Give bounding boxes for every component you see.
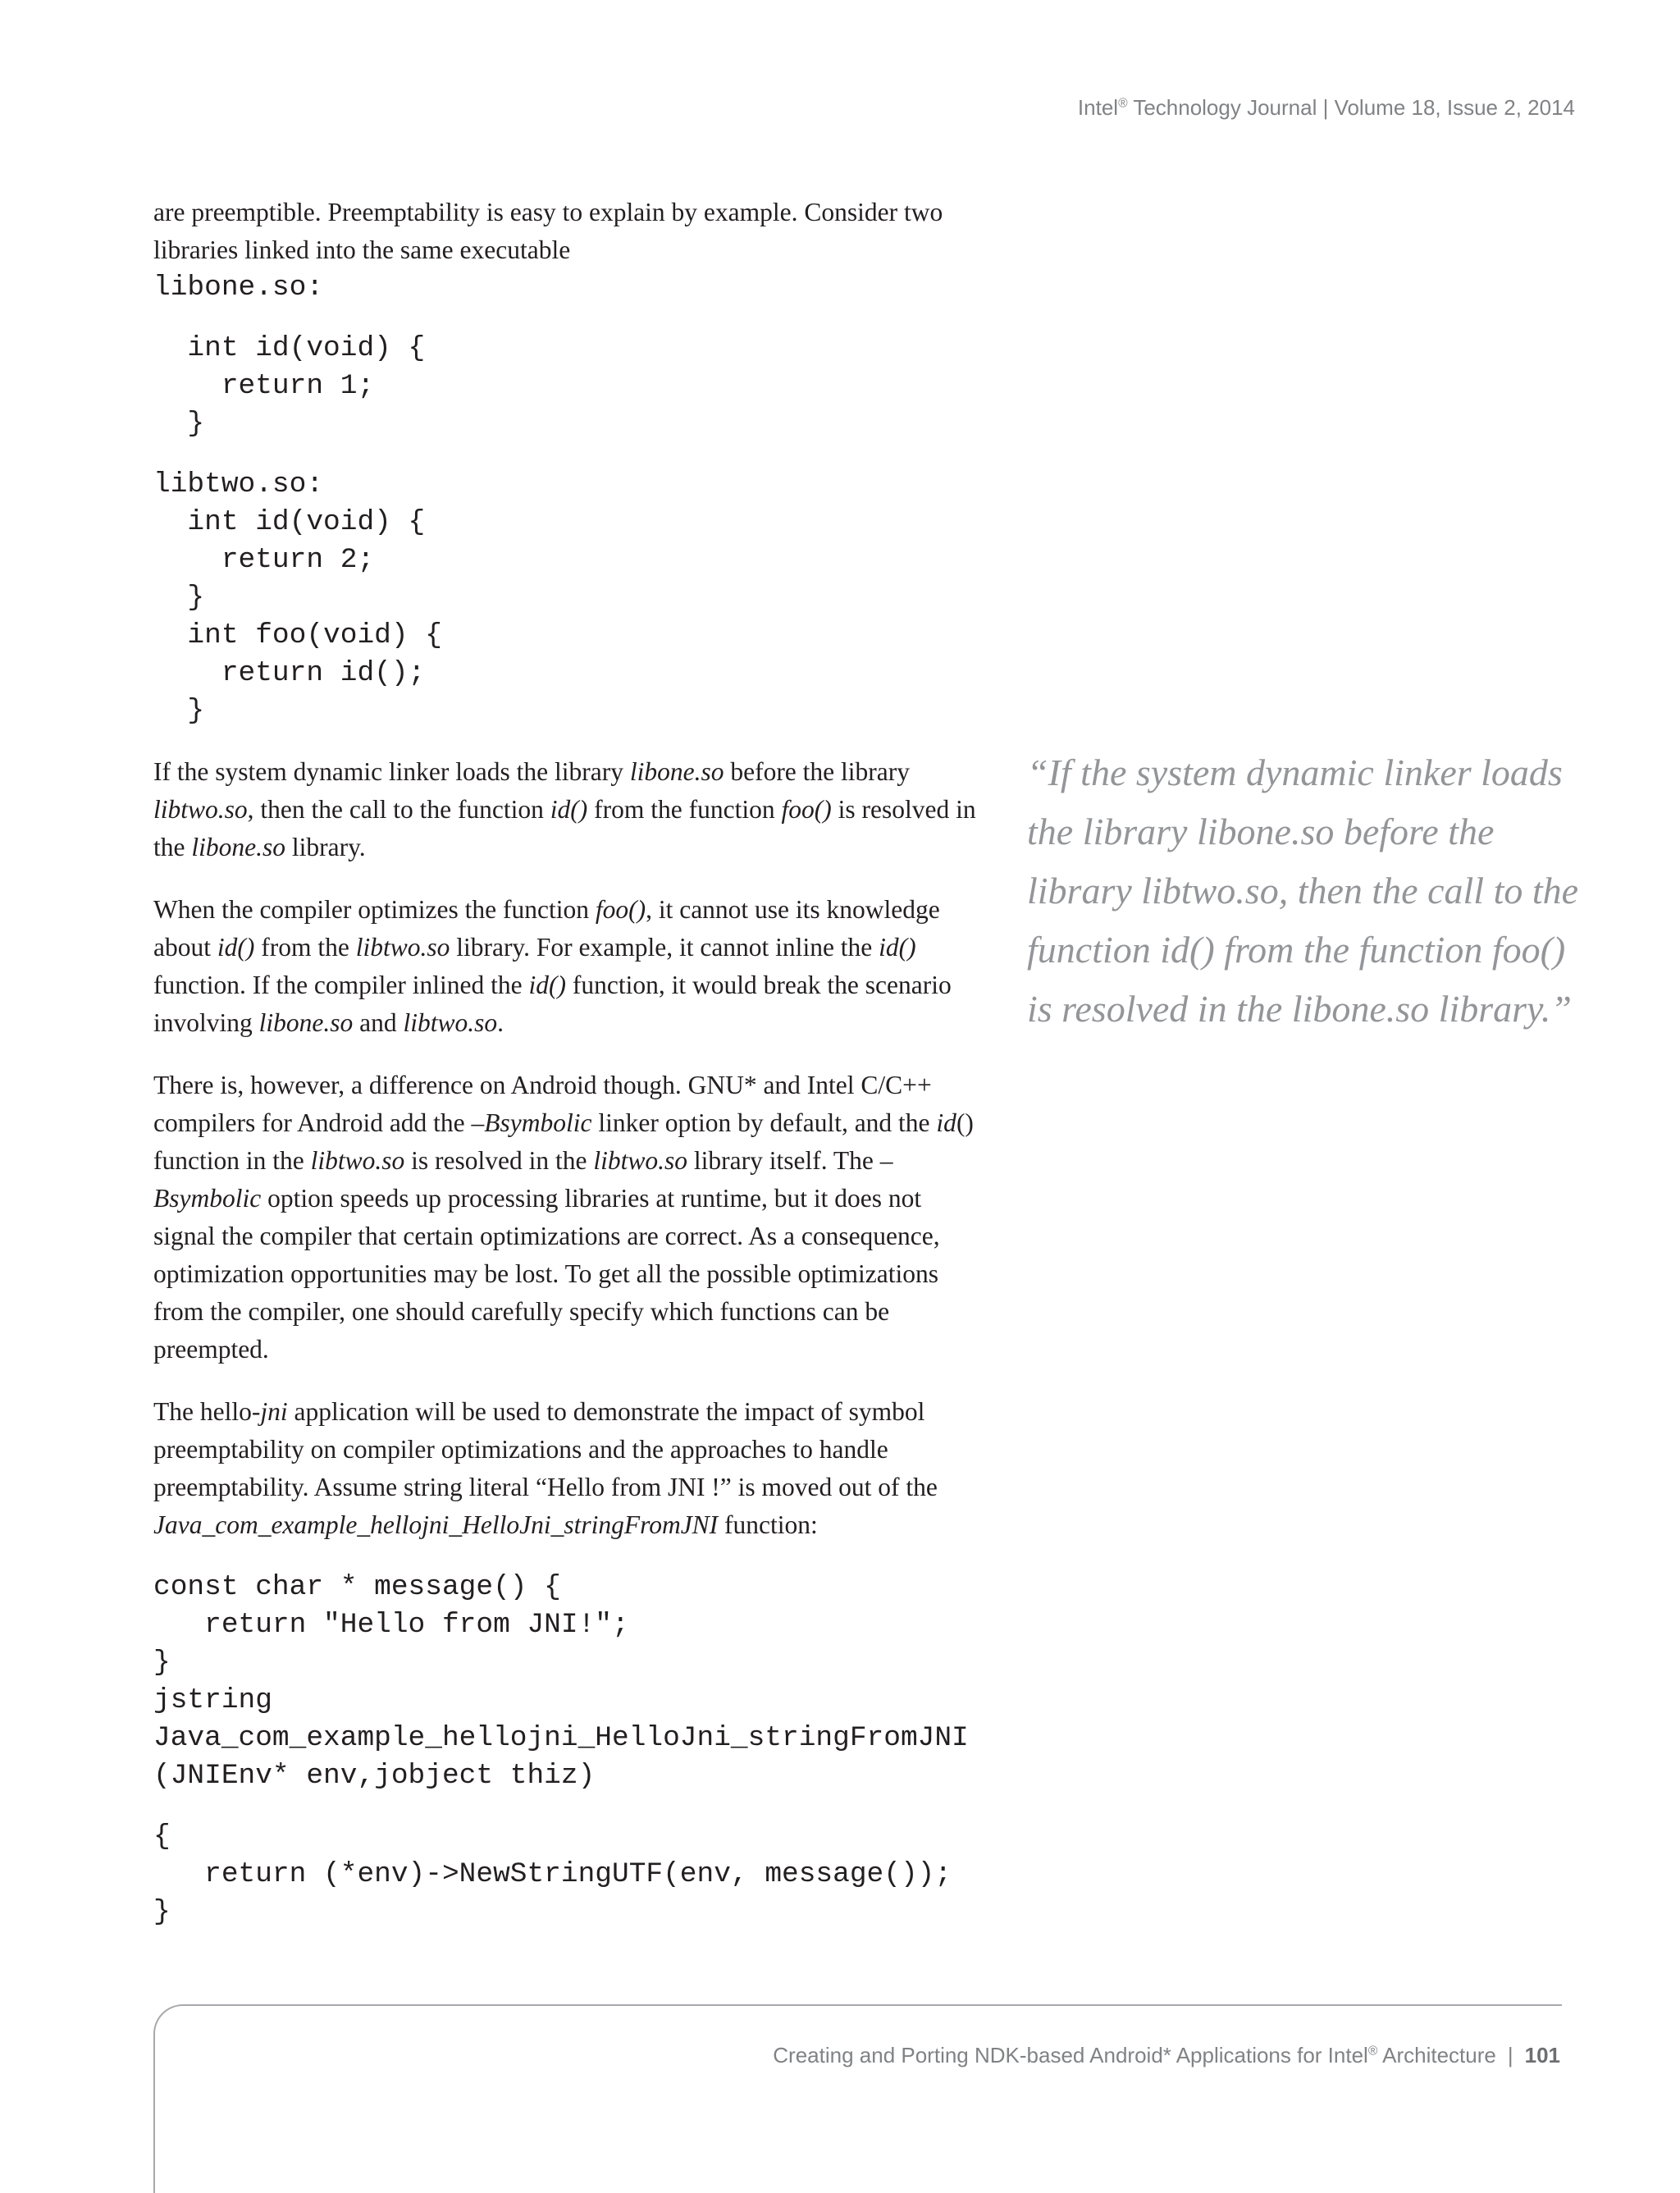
journal-issue: Volume 18, Issue 2, 2014 bbox=[1334, 95, 1575, 120]
footer-separator: | bbox=[1507, 2043, 1513, 2067]
code-libone: int id(void) { return 1; } bbox=[187, 332, 426, 440]
code-libone-label: libone.so: bbox=[153, 272, 324, 304]
paragraph-hello-jni: The hello-jni application will be used to demonstrate the impact of symbol preemptability on compiler optimizations and the approaches to handle preemptability. Assume string literal “Hello from JNI !” is moved out of the Java_com_example_hellojni_HelloJni_stringFromJNI function: bbox=[153, 1397, 938, 1539]
article-title-rest: Architecture bbox=[1377, 2043, 1496, 2067]
journal-name: Intel bbox=[1077, 95, 1119, 120]
code-body: { return (*env)->NewStringUTF(env, message()); } bbox=[153, 1821, 952, 1928]
running-footer bbox=[773, 2043, 1560, 2068]
code-libtwo: libtwo.so: int id(void) { return 2; } int foo(void) { return id(); } bbox=[153, 468, 442, 727]
pull-quote: “If the system dynamic linker loads the library libone.so before the library libtwo.so, then the call to the function id() from the function foo() is resolved in the libone.so library.” bbox=[1027, 752, 1579, 1030]
intro-paragraph: are preemptible. Preemptability is easy to explain by example. Consider two libraries linked into the same executable bbox=[153, 198, 943, 264]
page-number: 101 bbox=[1524, 2043, 1560, 2067]
running-header bbox=[1078, 95, 1575, 121]
header-separator: | bbox=[1317, 95, 1335, 120]
paragraph-android-difference: There is, however, a difference on Android though. GNU* and Intel C/C++ compilers for Android add the –Bsymbolic linker option by default, and the id() function in the libtwo.so is resolved in the libtwo.so library itself. The –Bsymbolic option speeds up processing libraries at runtime, but it does not signal the compiler that certain optimizations are correct. As a consequence, optimization opportunities may be lost. To get all the possible optimizations from the compiler, one should carefully specify which functions can be preempted. bbox=[153, 1071, 974, 1364]
journal-name-rest: Technology Journal bbox=[1127, 95, 1317, 120]
code-message: const char * message() { return "Hello from JNI!"; } jstring Java_com_example_hellojni_HelloJni_stringFromJNI (JNIEnv* env,jobject thiz) bbox=[153, 1571, 969, 1792]
paragraph-compiler-optimizes: When the compiler optimizes the function foo(), it cannot use its knowledge about id() from the libtwo.so library. For example, it cannot inline the id() function. If the compiler inlined the id() function, it would break the scenario involving libone.so and libtwo.so. bbox=[153, 895, 952, 1037]
paragraph-dynamic-linker: If the system dynamic linker loads the library libone.so before the library libtwo.so, then the call to the function id() from the function foo() is resolved in the libone.so library. bbox=[153, 757, 976, 861]
footer-rule bbox=[153, 2004, 1562, 2193]
footer-registered-mark: ® bbox=[1367, 2044, 1378, 2058]
registered-mark: ® bbox=[1118, 96, 1128, 111]
main-column bbox=[153, 194, 982, 1931]
article-title: Creating and Porting NDK-based Android* Applications for Intel bbox=[773, 2043, 1368, 2067]
